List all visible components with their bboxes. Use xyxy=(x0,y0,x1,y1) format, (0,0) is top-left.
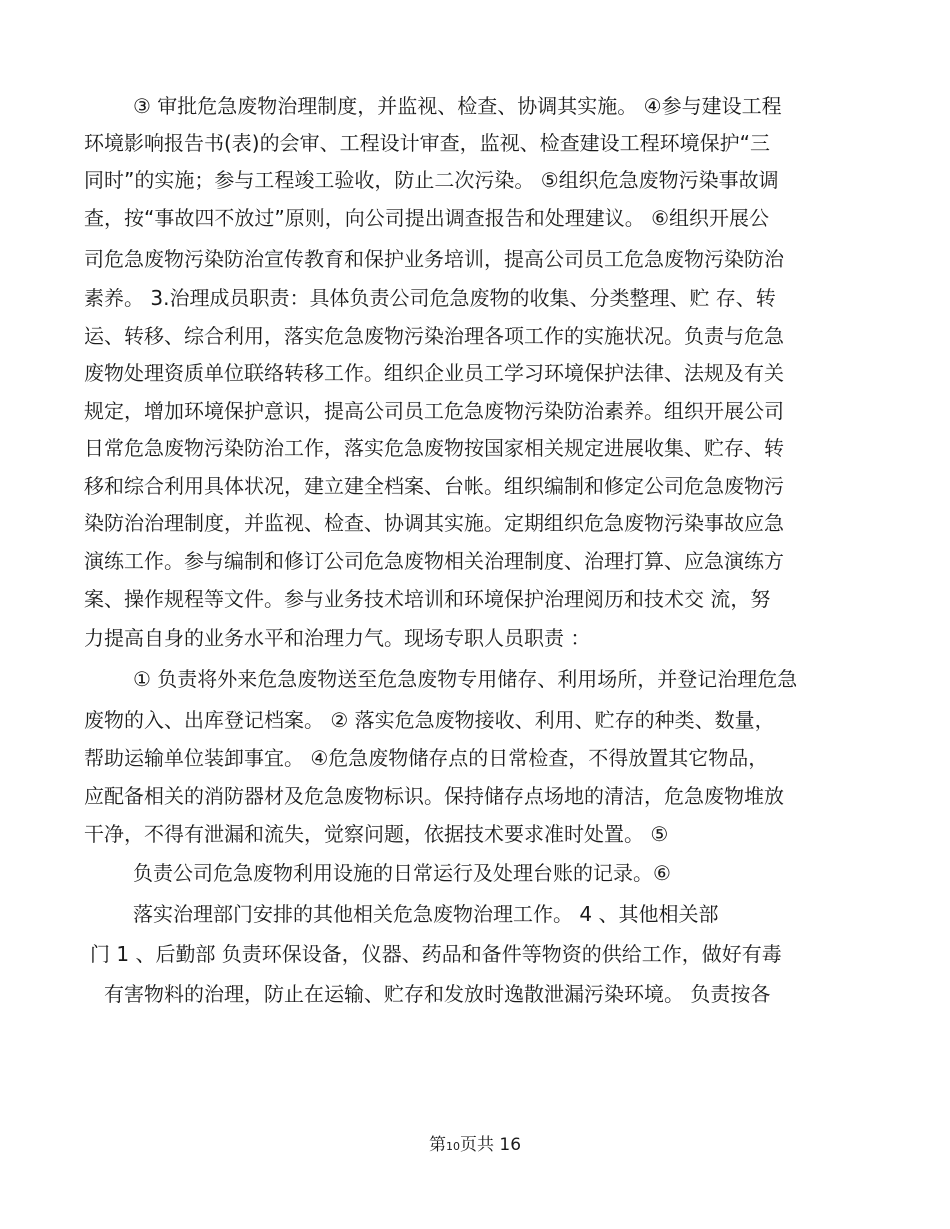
total-pages: 16 xyxy=(493,1135,522,1155)
text-line: 演练工作。参与编制和修订公司危急废物相关治理制度、治理打算、应急演练方 xyxy=(84,549,784,573)
text-line: 干净，不得有泄漏和流失，觉察问题，依据技术要求准时处置。 ⑤ xyxy=(84,822,669,846)
text-line: 负责公司危急废物利用设施的日常运行及处理台账的记录。⑥ xyxy=(133,861,671,885)
text-line: 力提高自身的业务水平和治理力气。现场专职人员职责 ： xyxy=(84,626,591,650)
text-line: 门 1 、后勤部 负责环保设备，仪器、药品和备件等物资的供给工作，做好有毒 xyxy=(90,942,782,966)
text-line: ① 负责将外来危急废物送至危急废物专用储存、利用场所，并登记治理危急 xyxy=(133,667,798,691)
footer-prefix: 第 xyxy=(428,1135,446,1155)
text-line: 落实治理部门安排的其他相关危急废物治理工作。 4 、其他相关部 xyxy=(133,902,719,926)
text-line: 规定，增加环境保护意识，提高公司员工危急废物污染防治素养。组织开展公司 xyxy=(84,399,784,423)
text-line: 日常危急废物污染防治工作，落实危急废物按国家相关规定进展收集、贮存、转 xyxy=(84,436,784,460)
text-line: 环境影响报告书(表)的会审、工程设计审查，监视、检查建设工程环境保护“三 xyxy=(84,131,770,155)
text-line: 查，按“事故四不放过”原则，向公司提出调查报告和处理建议。 ⑥组织开展公 xyxy=(84,206,770,230)
text-line: ③ 审批危急废物治理制度，并监视、检查、协调其实施。 ④参与建设工程 xyxy=(133,94,782,118)
current-page-number: 10 xyxy=(445,1140,460,1153)
text-line: 废物的入、出库登记档案。 ② 落实危急废物接收、利用、贮存的种类、数量， xyxy=(84,708,775,732)
text-line: 司危急废物污染防治宣传教育和保护业务培训，提高公司员工危急废物污染防治 xyxy=(84,247,784,271)
text-line: 有害物料的治理，防止在运输、贮存和发放时逸散泄漏污染环境。 负责按各 xyxy=(104,982,771,1006)
text-line: 运、转移、综合利用，落实危急废物污染治理各项工作的实施状况。负责与危急 xyxy=(84,324,784,348)
text-line: 同时”的实施；参与工程竣工验收，防止二次污染。 ⑤组织危急废物污染事故调 xyxy=(84,168,779,192)
text-line: 帮助运输单位装卸事宜。 ④危急废物储存点的日常检查，不得放置其它物品， xyxy=(84,746,769,770)
text-line: 素养。 3.治理成员职责：具体负责公司危急废物的收集、分类整理、贮 存、转 xyxy=(84,286,776,310)
text-line: 移和综合利用具体状况，建立建全档案、台帐。组织编制和修定公司危急废物污 xyxy=(84,474,784,498)
text-line: 应配备相关的消防器材及危急废物标识。保持储存点场地的清洁，危急废物堆放 xyxy=(84,784,784,808)
text-line: 废物处理资质单位联络转移工作。组织企业员工学习环境保护法律、法规及有关 xyxy=(84,361,784,385)
page-footer xyxy=(0,1134,950,1158)
footer-middle: 页共 xyxy=(459,1135,494,1155)
text-line: 案、操作规程等文件。参与业务技术培训和环境保护治理阅历和技术交 流，努 xyxy=(84,587,771,611)
text-line: 染防治治理制度，并监视、检查、协调其实施。定期组织危急废物污染事故应急 xyxy=(84,511,784,535)
